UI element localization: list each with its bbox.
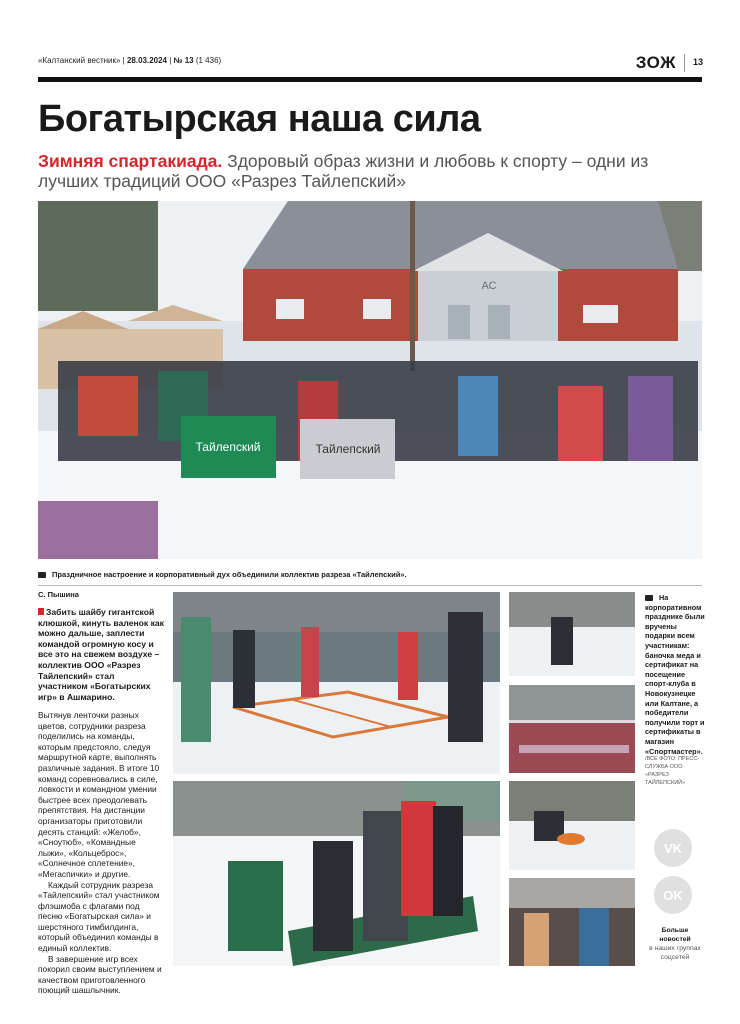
banner-left: Тайлепский — [195, 440, 261, 454]
side-caption-text: На корпоративном празднике были вручены подарки всем участникам: баночка меда и сертификат на посещение спорт-клуба в Новокузнецке или Калтане, а победители получили торт и сертификаты в магазин «Спортмастер». — [645, 593, 705, 756]
photo-crowd-rope — [509, 685, 635, 773]
issue-total: (1 436) — [195, 56, 222, 65]
issue-meta: «Калтанский вестник» | 28.03.2024 | № 13 (1 436) — [38, 56, 222, 65]
lead-marker-icon — [38, 608, 44, 615]
svg-text:VK: VK — [663, 841, 683, 856]
photo-team — [509, 878, 635, 966]
side-caption — [645, 593, 705, 756]
banner-right: Тайлепский — [315, 442, 381, 456]
photo-canoe — [173, 781, 500, 966]
section-divider — [684, 54, 685, 72]
main-photo-caption — [38, 570, 407, 579]
camera-icon — [38, 572, 46, 578]
social-promo — [645, 926, 705, 962]
ok-button[interactable] — [654, 876, 692, 914]
body-paragraph: Вытянув ленточки разных цветов, сотрудники разреза поделились на команды, которым предстояло, следуя маршрутной карте, выполнять различные задания. В итоге 10 команд соревновались в силе, ловкости и командном умении быстрее всех преодолевать препятствия. На дистанции организаторы приготовили десять станций: «Желоб», «Сноутюб», «Командные лыжи», «Кольцеброс», «Солнечное сплетение», «Мегаспички» и другие. — [38, 710, 160, 879]
ok-icon — [654, 876, 692, 914]
page-number: 13 — [693, 57, 704, 67]
social-subtitle: в наших группах соцсетей — [649, 945, 701, 961]
photo-snowtube — [509, 781, 635, 870]
issue-date: 28.03.2024 — [126, 56, 168, 65]
body-paragraph: В завершение игр всех покорил своим выступлением и качеством приготовленного поющий шашлычник. — [38, 953, 162, 996]
newspaper-name: «Калтанский вестник» — [38, 56, 121, 65]
article-body — [38, 710, 166, 996]
svg-text:OK: OK — [663, 888, 683, 903]
author: С. Пышина — [38, 590, 79, 599]
article-lead — [38, 607, 166, 702]
social-title: Больше новостей — [659, 927, 691, 943]
issue-number: № 13 — [173, 56, 194, 65]
lead-text: Забить шайбу гигантской клюшкой, кинуть валенок как можно дальше, заплести командой огромную косу и все это на свежем воздухе – коллектив ООО «Разрез Тайлепский» стал участником «Богатырских игр» в Ашмарино. — [38, 607, 164, 702]
main-caption-text: Праздничное настроение и корпоративный дух объединили коллектив разреза «Тайлепский». — [52, 570, 407, 579]
section-title: ЗОЖ — [635, 53, 676, 72]
headline: Богатырская наша сила — [38, 98, 481, 140]
subheadline-text: Здоровый образ жизни и любовь к спорту – одни из лучших традиций ООО «Разрез Тайлепский» — [38, 151, 649, 191]
building-sign: АС — [481, 280, 497, 292]
subheadline — [38, 151, 698, 191]
photo-field-game — [173, 592, 500, 774]
main-photo — [38, 201, 702, 559]
main-photo-image — [38, 201, 702, 559]
photo-snow-throw — [509, 592, 635, 676]
vk-button[interactable] — [654, 829, 692, 867]
body-paragraph: Каждый сотрудник разреза «Тайлепский» стал участником флэшмоба с флагами под песню «Богатырская сила» и шерстяного тимбилдинга, который объединил команды в единый коллектив. — [38, 879, 160, 954]
vk-icon — [654, 829, 692, 867]
camera-icon — [645, 595, 653, 601]
subheadline-lead: Зимняя спартакиада. — [38, 151, 223, 171]
photo-credit: /ВСЕ ФОТО: ПРЕСС-СЛУЖБА ООО «РАЗРЕЗ ТАЙЛЕПСКИЙ» — [645, 756, 700, 786]
caption-rule — [38, 585, 702, 586]
header-rule — [38, 77, 702, 82]
